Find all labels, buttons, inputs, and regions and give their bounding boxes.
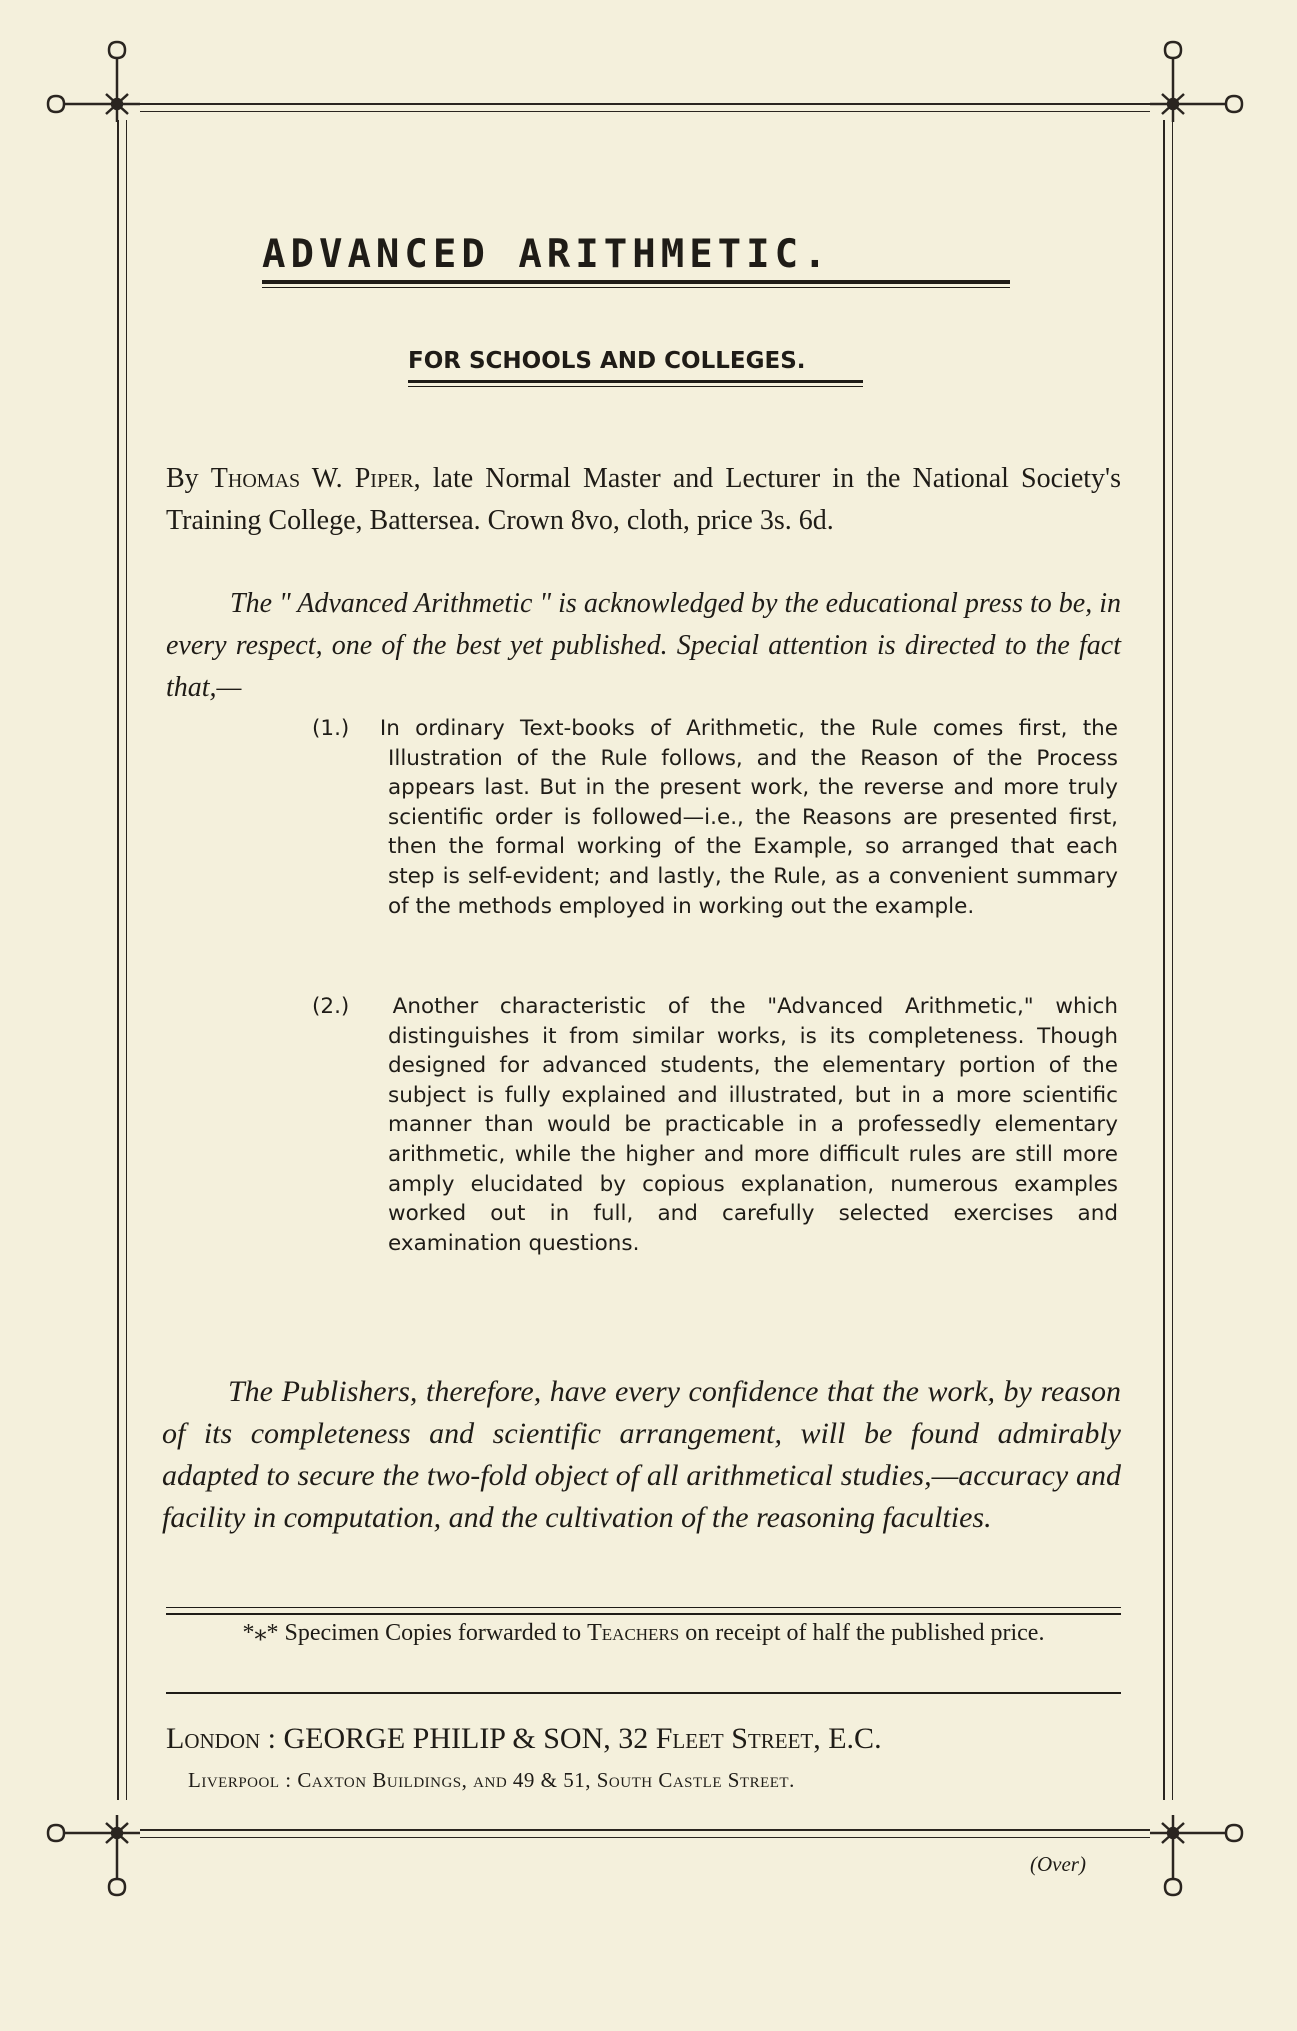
- list-item-text: In ordinary Text-books of Arithmetic, the Rule comes first, the Illustration of the Rule follows, and the Reason of the Process appears last. But in the present work, the reverse and more truly scientific order is followed—i.e., the Reasons are presented first, then the formal working of the Example, so arranged that each step is self-evident; and lastly, the Rule, as a convenient summary of the methods employed in working out the example.: [379, 716, 1118, 919]
- by-text: By: [166, 463, 211, 494]
- liverpool-address: Caxton Buildings, and 49 & 51, South Castle Street.: [297, 1768, 795, 1792]
- border-top-rule-thin: [140, 111, 1150, 112]
- author-paragraph: [166, 458, 1121, 542]
- specimen-notice: [166, 1618, 1121, 1648]
- border-left-rule-thin: [126, 120, 127, 1800]
- border-bottom-rule: [140, 1829, 1150, 1831]
- specimen-teachers: Teachers: [587, 1620, 680, 1646]
- title-underline: [262, 280, 1010, 284]
- subtitle-underline-thin: [408, 386, 863, 387]
- london-separator: :: [260, 1722, 284, 1755]
- over-note: (Over): [1030, 1852, 1086, 1876]
- page-title: ADVANCED ARITHMETIC.: [262, 232, 832, 277]
- london-address: 32 Fleet Street, E.C.: [610, 1722, 882, 1755]
- liverpool-label: Liverpool: [188, 1768, 280, 1792]
- list-item: [312, 714, 1118, 921]
- london-label: London: [166, 1722, 261, 1755]
- author-first-name: Thomas: [210, 463, 301, 494]
- specimen-rule-bottom: [166, 1692, 1121, 1694]
- border-bottom-rule-thin: [140, 1837, 1150, 1838]
- title-underline-thin: [262, 287, 1010, 288]
- page-subtitle: FOR SCHOOLS AND COLLEGES.: [408, 348, 806, 374]
- border-right-rule: [1163, 120, 1165, 1800]
- border-left-rule: [117, 120, 119, 1800]
- specimen-text-after: on receipt of half the published price.: [679, 1620, 1045, 1646]
- book-description: , late Normal Master and Lecturer in the National Society's Training College, Battersea. Crown 8vo, cloth, price 3s. 6d.: [166, 463, 1121, 536]
- corner-ornament-icon: [1140, 32, 1250, 132]
- corner-ornament-icon: [40, 32, 150, 132]
- list-item-text: Another characteristic of the "Advanced Arithmetic," which distinguishes it from similar works, is its completeness. Though designed for advanced students, the elementary portion of the subject is fully explained and illustrated, but in a more scientific manner than would be practicable in a professedly elementary arithmetic, while the higher and more difficult rules are still more amply elucidated by copious explanation, numerous examples worked out in full, and carefully selected exercises and examination questions.: [388, 994, 1118, 1256]
- author-surname: Piper: [354, 463, 414, 494]
- subtitle-underline: [408, 380, 863, 383]
- specimen-text-before: Specimen Copies forwarded to: [278, 1620, 588, 1646]
- corner-ornament-icon: [40, 1805, 150, 1905]
- publisher-name: GEORGE PHILIP & SON,: [283, 1722, 611, 1755]
- specimen-rule-top-thick: [166, 1613, 1121, 1615]
- corner-ornament-icon: [1140, 1805, 1250, 1905]
- border-right-rule-thin: [1172, 120, 1173, 1800]
- list-item-number: (2.): [312, 994, 350, 1019]
- liverpool-separator: :: [279, 1768, 298, 1792]
- imprint-liverpool: [188, 1768, 1098, 1793]
- specimen-marks: *⁎*: [242, 1620, 279, 1646]
- author-initial: W.: [300, 463, 355, 494]
- acknowledgement-paragraph: The " Advanced Arithmetic " is acknowledged by the educational press to be, in every respect, one of the best yet published. Special attention is directed to the fact that,—: [166, 588, 1121, 703]
- border-top-rule: [140, 103, 1150, 105]
- list-item: [312, 992, 1118, 1258]
- list-item-number: (1.): [312, 716, 350, 741]
- specimen-rule-top: [166, 1607, 1121, 1608]
- publishers-note: The Publishers, therefore, have every confidence that the work, by reason of its completeness and scientific arrangement, will be found admirably adapted to secure the two-fold object of all arithmetical studies,—accuracy and facility in computation, and the cultivation of the reasoning faculties.: [162, 1375, 1121, 1534]
- imprint-london: [166, 1722, 1121, 1756]
